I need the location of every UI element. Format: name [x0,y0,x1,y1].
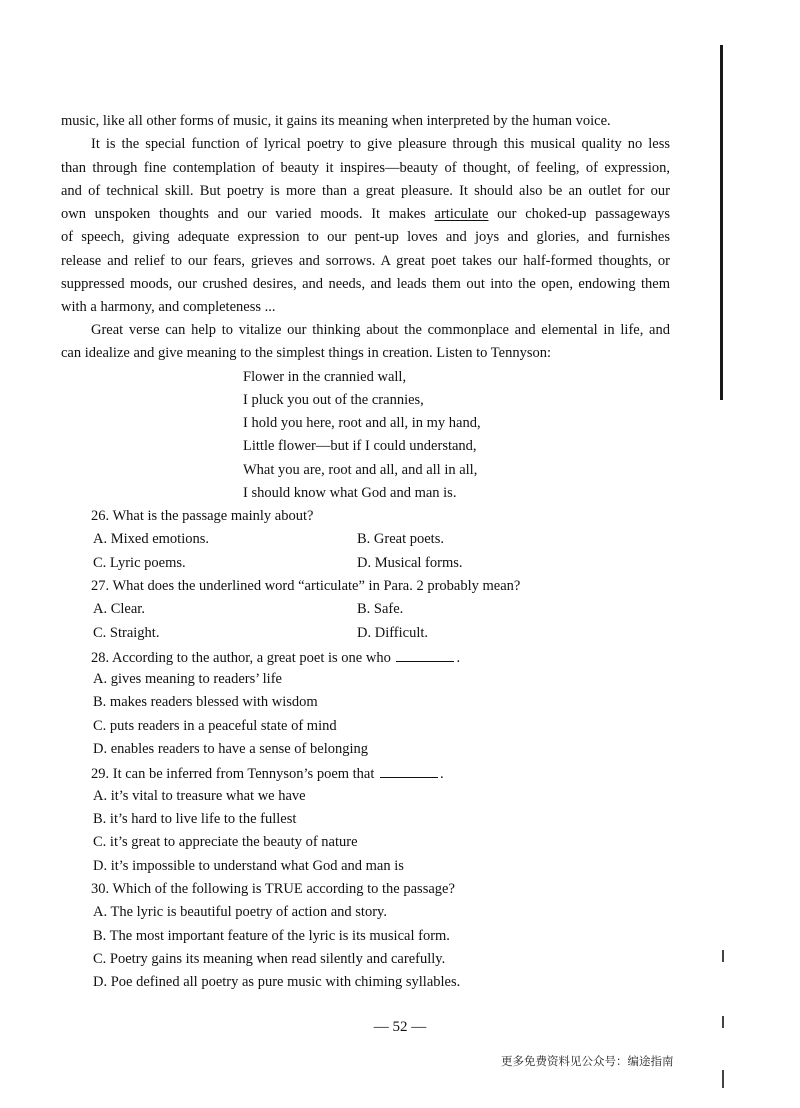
question-28-option-c: C. puts readers in a peaceful state of mind [93,718,337,734]
question-28-option-d: D. enables readers to have a sense of belonging [93,741,368,757]
poem-line: Flower in the crannied wall, [243,369,407,385]
question-29-option-b: B. it’s hard to live life to the fullest [93,811,297,827]
answer-blank [380,764,438,778]
answer-blank [396,648,454,662]
scan-binding-edge [720,45,723,400]
question-28-option-a: A. gives meaning to readers’ life [93,671,282,687]
question-26-option-b: B. Great poets. [357,531,444,547]
poem-line: Little flower—but if I could understand, [243,438,477,454]
question-27-option-a: A. Clear. [93,601,145,617]
question-26-option-d: D. Musical forms. [357,555,463,571]
passage-continuation-line: music, like all other forms of music, it gains its meaning when interpreted by the human voice. [61,113,611,129]
poem-line: I pluck you out of the crannies, [243,392,424,408]
page-number: — 52 — [373,1019,427,1035]
scan-edge-mark [722,950,724,962]
para3-line-2: can idealize and give meaning to the simplest things in creation. Listen to Tennyson: [61,345,551,361]
para2-line-1: It is the special function of lyrical poetry to give pleasure through this musical quality no less [91,136,670,152]
para2-line-4 [61,206,670,223]
question-27-option-b: B. Safe. [357,601,404,617]
question-29-option-a: A. it’s vital to treasure what we have [93,788,306,804]
para2-line-7: suppressed moods, our crushed desires, and needs, and leads them out into the open, endowing them [61,276,670,292]
question-26-option-a: A. Mixed emotions. [93,531,209,547]
question-30-option-a: A. The lyric is beautiful poetry of action and story. [93,904,387,920]
question-28-stem [91,648,460,667]
para2-line-8: with a harmony, and completeness ... [61,299,276,315]
para2-line-5: of speech, giving adequate expression to our pent-up loves and joys and glories, and furnishes [61,229,670,245]
question-30-option-d: D. Poe defined all poetry as pure music with chiming syllables. [93,974,461,990]
question-26-stem: 26. What is the passage mainly about? [91,508,314,524]
question-30-stem: 30. Which of the following is TRUE according to the passage? [91,881,455,897]
question-28-stem-text: 28. According to the author, a great poet is one who [91,650,391,666]
para2-line-4-post: our choked-up passageways [497,206,670,222]
question-28-stem-end: . [456,650,461,666]
scan-edge-mark [722,1070,724,1088]
question-27-stem: 27. What does the underlined word “articulate” in Para. 2 probably mean? [91,578,521,594]
footer-note: 更多免费资料见公众号：编途指南 [501,1054,674,1068]
question-27-option-c: C. Straight. [93,625,160,641]
question-28-option-b: B. makes readers blessed with wisdom [93,694,318,710]
question-29-option-c: C. it’s great to appreciate the beauty of nature [93,834,358,850]
question-29-stem-text: 29. It can be inferred from Tennyson’s poem that [91,766,375,782]
question-27-option-d: D. Difficult. [357,625,429,641]
para2-line-6: release and relief to our fears, grieves and sorrows. A great poet takes our half-formed thoughts, or [61,253,670,269]
question-30-option-c: C. Poetry gains its meaning when read silently and carefully. [93,951,446,967]
poem-line: I should know what God and man is. [243,485,457,501]
poem-line: What you are, root and all, and all in all, [243,462,478,478]
question-30-option-b: B. The most important feature of the lyric is its musical form. [93,928,450,944]
scan-edge-mark [722,1016,724,1028]
para2-line-2: than through fine contemplation of beauty it inspires—beauty of thought, of feeling, of expression, [61,160,670,176]
question-26-option-c: C. Lyric poems. [93,555,186,571]
question-29-stem-end: . [440,766,444,782]
para2-line-3: and of technical skill. But poetry is more than a great pleasure. It should also be an outlet for our [61,183,670,199]
poem-line: I hold you here, root and all, in my hand, [243,415,481,431]
para2-line-4-pre: own unspoken thoughts and our varied moods. It makes [61,206,426,222]
underlined-word-articulate: articulate [434,206,489,222]
para3-line-1: Great verse can help to vitalize our thinking about the commonplace and elemental in life, and [91,322,670,338]
question-29-option-d: D. it’s impossible to understand what God and man is [93,858,404,874]
question-29-stem [91,764,444,783]
